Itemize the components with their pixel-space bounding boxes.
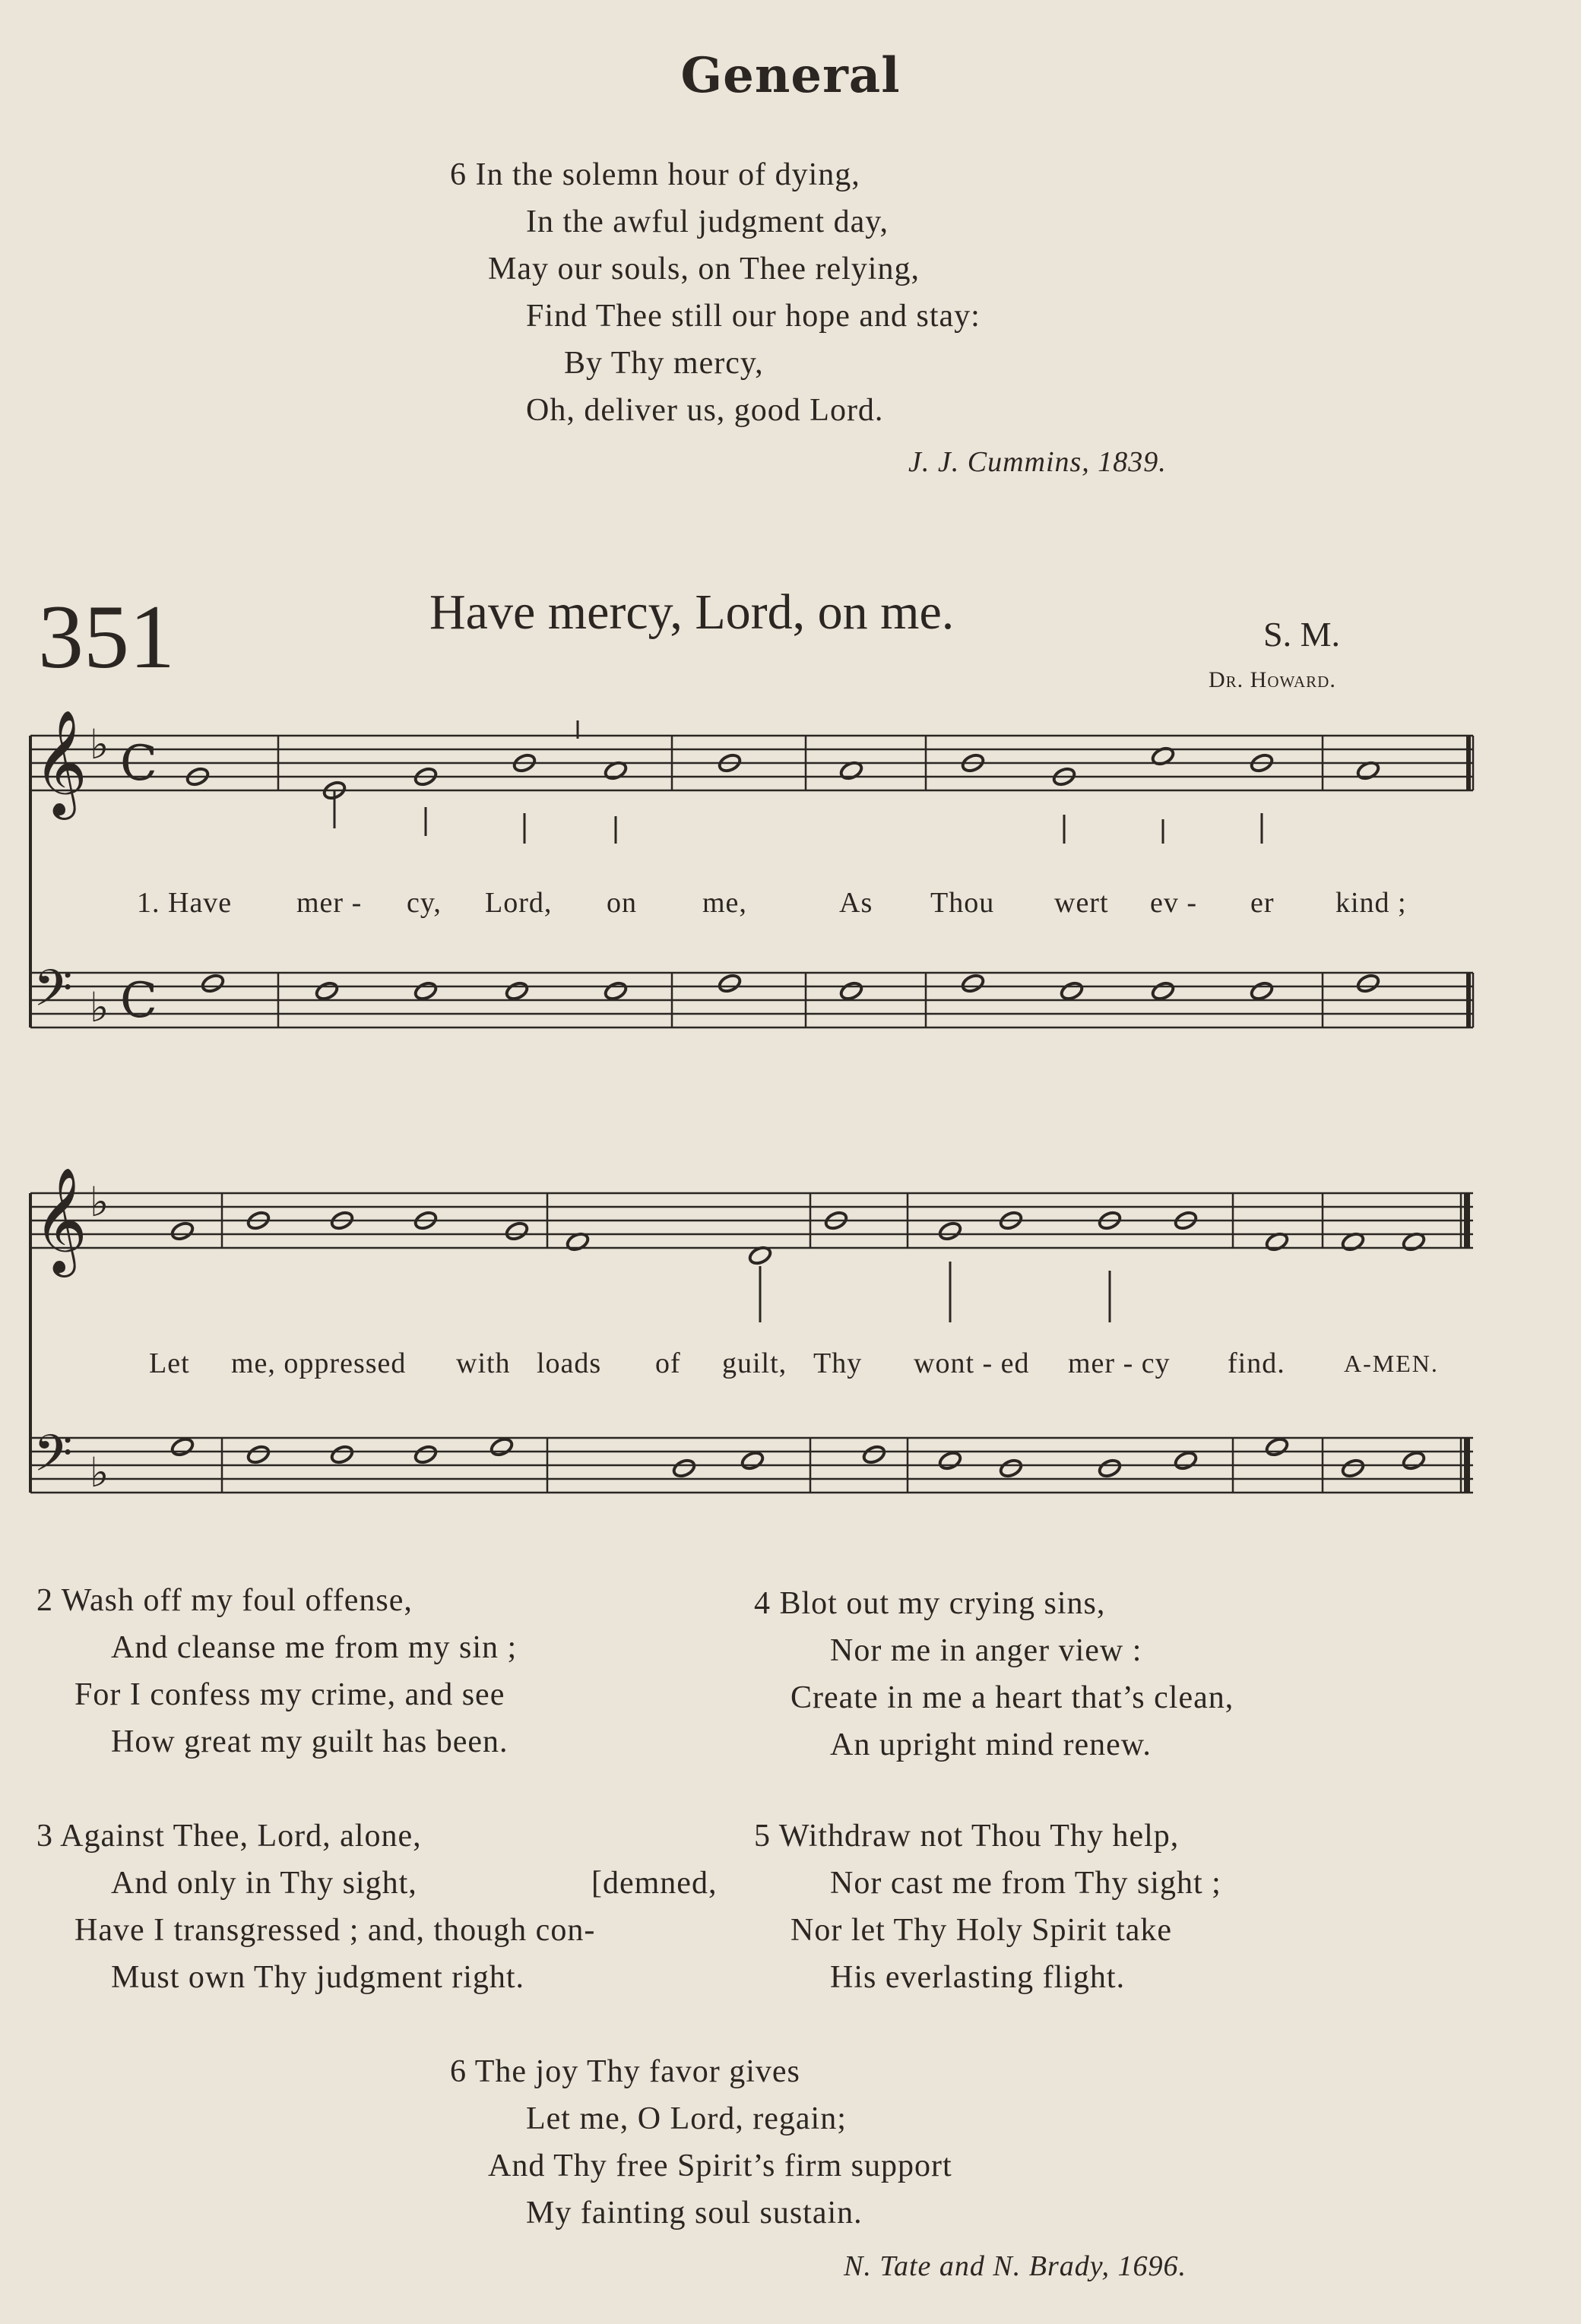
verse-line: Nor me in anger view : — [830, 1633, 1142, 1668]
lyric-syllable: 1. Have — [137, 887, 233, 919]
lyric-syllable: on — [607, 887, 637, 919]
hymn-meter: S. M. — [1263, 615, 1340, 654]
verse-line: And cleanse me from my sin ; — [111, 1630, 518, 1665]
treble-clef-icon: 𝄞 — [33, 1167, 87, 1273]
note-head — [1250, 980, 1275, 1002]
note-head — [1151, 980, 1176, 1002]
prev-hymn-attribution: J. J. Cummins, 1839. — [908, 446, 1167, 478]
verse-line: 5 Withdraw not Thou Thy help, — [754, 1819, 1180, 1854]
note-head — [505, 1221, 530, 1242]
note-head — [999, 1458, 1024, 1479]
verse-line: Nor let Thy Holy Spirit take — [790, 1913, 1172, 1948]
lyric-syllable: As — [839, 887, 873, 919]
lyric-syllable: ev - — [1150, 887, 1198, 919]
lyric-syllable: with — [456, 1347, 511, 1379]
note-head — [1402, 1450, 1427, 1471]
lyric-syllable: mer - cy — [1068, 1347, 1171, 1379]
verse-line: An upright mind renew. — [830, 1727, 1152, 1762]
lyric-syllable: Lord, — [485, 887, 553, 919]
verse-line: 2 Wash off my foul offense, — [36, 1583, 413, 1618]
treble-clef-icon: 𝄞 — [33, 710, 87, 815]
note-head — [1060, 980, 1085, 1002]
verse-line: Let me, O Lord, regain; — [526, 2101, 847, 2136]
note-head — [938, 1450, 963, 1471]
note-head — [1356, 973, 1381, 994]
bass-clef-icon: 𝄢 — [33, 959, 73, 1030]
verse-line: My fainting soul sustain. — [526, 2196, 863, 2231]
verse-line: 6 The joy Thy favor gives — [450, 2054, 800, 2089]
lyric-syllable: cy, — [407, 887, 442, 919]
lyric-syllable: wont - ed — [914, 1347, 1030, 1379]
hymn-title: Have mercy, Lord, on me. — [429, 584, 955, 640]
verse-line: For I confess my crime, and see — [74, 1677, 505, 1712]
verse-line: And Thy free Spirit’s firm support — [488, 2148, 952, 2183]
verse-line: Have I transgressed ; and, though con- — [74, 1913, 596, 1948]
hymn-composer: Dr. Howard. — [1209, 667, 1336, 692]
note-head — [839, 980, 864, 1002]
verse-line: [demned, — [591, 1866, 718, 1901]
note-head — [740, 1450, 765, 1471]
flat-icon: ♭ — [90, 720, 109, 768]
lyric-syllable: me, — [702, 887, 747, 919]
verse-line: In the awful judgment day, — [526, 204, 889, 239]
page-header: General — [680, 47, 901, 104]
verse-line: 6 In the solemn hour of dying, — [450, 157, 860, 192]
note-head — [490, 1436, 515, 1458]
bass-clef-icon: 𝄢 — [33, 1424, 73, 1495]
hymn-number: 351 — [38, 586, 175, 687]
lyric-syllable: mer - — [296, 887, 363, 919]
verse-line: May our souls, on Thee relying, — [488, 252, 920, 287]
note-head — [1341, 1458, 1366, 1479]
lyric-syllable: me, oppressed — [231, 1347, 407, 1379]
note-head — [862, 1444, 887, 1465]
lyric-syllable: Thou — [930, 887, 995, 919]
flat-icon: ♭ — [90, 1178, 109, 1226]
verse-line: Create in me a heart that’s clean, — [790, 1680, 1234, 1715]
flat-icon: ♭ — [90, 1449, 109, 1496]
note-head — [413, 980, 439, 1002]
lyric-syllable: er — [1250, 887, 1275, 919]
lyric-syllable: wert — [1054, 887, 1109, 919]
note-head — [330, 1444, 355, 1465]
lyric-syllable: loads — [537, 1347, 602, 1379]
note-head — [170, 1221, 195, 1242]
note-head — [672, 1458, 697, 1479]
amen-label: A-MEN. — [1344, 1350, 1439, 1377]
verse-line: By Thy mercy, — [564, 346, 764, 381]
note-head — [718, 973, 743, 994]
lyric-syllable: guilt, — [722, 1347, 787, 1379]
lyric-syllable: kind ; — [1335, 887, 1407, 919]
note-head — [505, 980, 530, 1002]
note-head — [604, 980, 629, 1002]
verse-line: 4 Blot out my crying sins, — [754, 1586, 1106, 1621]
lyric-syllable: find. — [1228, 1347, 1285, 1379]
verse-line: Must own Thy judgment right. — [111, 1960, 525, 1995]
note-head — [170, 1436, 195, 1458]
note-head — [1174, 1450, 1199, 1471]
note-head — [938, 1221, 963, 1242]
common-time-icon: C — [120, 973, 157, 1029]
note-head — [1098, 1458, 1123, 1479]
note-head — [315, 980, 340, 1002]
verse-line: 3 Against Thee, Lord, alone, — [36, 1819, 422, 1854]
verse-line: Oh, deliver us, good Lord. — [526, 393, 884, 428]
verse-line: Find Thee still our hope and stay: — [526, 299, 981, 334]
verse-line: And only in Thy sight, — [111, 1866, 417, 1901]
lyric-syllable: Thy — [813, 1347, 863, 1379]
common-time-icon: C — [120, 736, 157, 792]
note-head — [201, 973, 226, 994]
verse-line: How great my guilt has been. — [111, 1724, 509, 1759]
flat-icon: ♭ — [90, 983, 109, 1031]
verse-line: Nor cast me from Thy sight ; — [830, 1866, 1221, 1901]
hymn-attribution: N. Tate and N. Brady, 1696. — [844, 2250, 1187, 2282]
note-head — [961, 973, 986, 994]
note-head — [246, 1444, 271, 1465]
note-head — [413, 1444, 439, 1465]
lyric-syllable: Let — [149, 1347, 190, 1379]
lyric-syllable: of — [655, 1347, 681, 1379]
note-head — [1265, 1436, 1290, 1458]
verse-line: His everlasting flight. — [830, 1960, 1126, 1995]
